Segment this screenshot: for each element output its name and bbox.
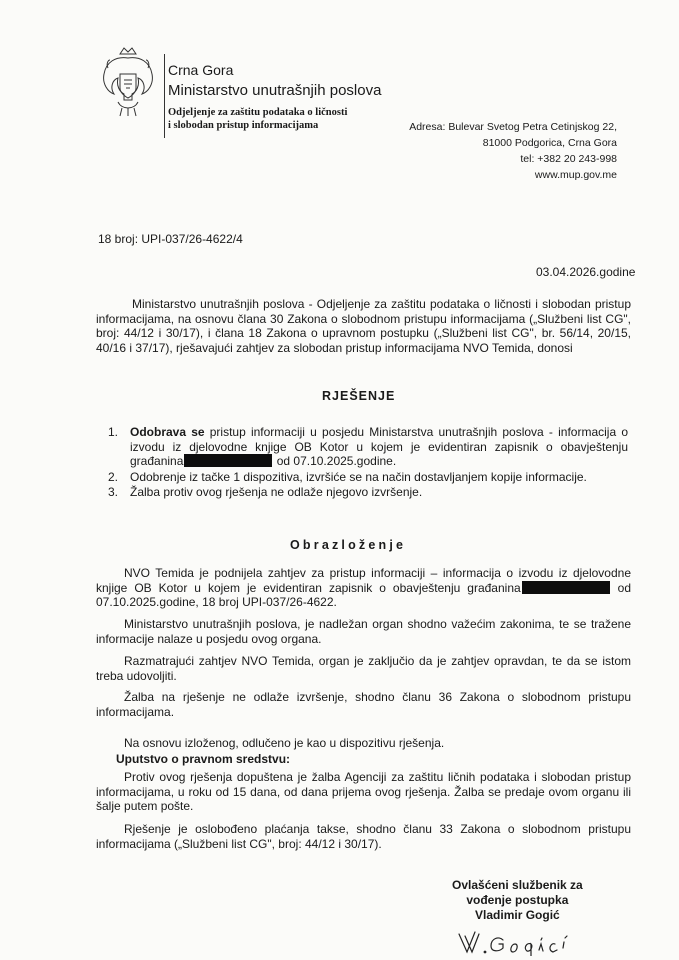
redacted-name — [522, 581, 610, 594]
reasoning-p1-text-after: od 07.10.2025.godine, 18 broj UPI-037/26-4622. — [96, 580, 631, 609]
disposition-item — [108, 470, 628, 485]
ministry-name: Ministarstvo unutrašnjih poslova — [168, 82, 382, 99]
address-line-2: 81000 Podgorica, Crna Gora — [482, 137, 617, 149]
disposition-text: Žalba protiv ovog rješenja ne odlaže njegovo izvršenje. — [130, 485, 423, 499]
reasoning-paragraph-7: Rješenje je oslobođeno plaćanja takse, shodno članu 33 Zakona o slobodnom pristupu informacijama („Službeni list CG", broj: 44/12 i 30/17). — [96, 822, 631, 851]
header-divider — [164, 54, 165, 138]
signatory-name: Vladimir Gogić — [475, 908, 560, 922]
signature-line-2: vođenje postupka — [466, 893, 569, 907]
reference-number: 18 broj: UPI-037/26-4622/4 — [98, 232, 243, 246]
department-name — [168, 106, 388, 132]
document-date: 03.04.2026.godine — [536, 265, 636, 279]
department-line-2: i slobodan pristup informacijama — [168, 120, 319, 131]
country-name: Crna Gora — [168, 62, 234, 78]
disposition-number: 2. — [108, 469, 119, 484]
signature-line-1: Ovlašćeni službenik za — [452, 878, 583, 892]
reasoning-paragraph-5: Na osnovu izloženog, odlučeno je kao u dispozitivu rješenja. — [124, 736, 445, 750]
address-line-1: Adresa: Bulevar Svetog Petra Cetinjskog 22, — [409, 121, 617, 133]
reasoning-paragraph-4: Žalba na rješenje ne odlaže izvršenje, shodno članu 36 Zakona o slobodnom pristupu informacijama. — [96, 690, 631, 719]
reasoning-p1-text: NVO Temida je podnijela zahtjev za pristup informaciji – informacija o izvodu iz djelovodne knjige OB Kotor u kojem je evidentiran zapisnik o obavještenju građanina — [96, 566, 631, 595]
coat-of-arms-icon — [98, 44, 158, 120]
signature-block — [452, 878, 583, 923]
disposition-bold-lead: Odobrava se — [130, 425, 205, 439]
disposition-number: 1. — [108, 425, 119, 439]
dispositions-list — [108, 425, 628, 501]
disposition-text: Odobrenje iz tačke 1 dispozitiva, izvršiće se na način dostavljanjem kopije informacije. — [130, 469, 587, 484]
contact-block — [409, 119, 617, 183]
reasoning-title: Obrazloženje — [290, 538, 407, 552]
reasoning-paragraph-3: Razmatrajući zahtjev NVO Temida, organ je zaključio da je zahtjev opravdan, te da se istom treba udovoljiti. — [96, 654, 631, 683]
reasoning-paragraph-2: Ministarstvo unutrašnjih poslova, je nadležan organ shodno važećim zakonima, te se tražene informacije nalaze u posjedu ovog organa. — [96, 617, 631, 646]
website: www.mup.gov.me — [534, 169, 617, 181]
disposition-item — [108, 425, 628, 469]
intro-paragraph: Ministarstvo unutrašnjih poslova - Odjeljenje za zaštitu podataka o ličnosti i slobodan pristup informacijama, na osnovu člana 30 Zakona o slobodnom pristupu informacijama („Službeni list CG", broj: 44/12 i 30/17), i člana 18 Zakona o upravnom postupku („Službeni list CG", br. 56/14, 20/15, 40/16 i 37/17), rješavajući zahtjev za slobodan pristup informacijama NVO Temida, donosi — [96, 297, 631, 355]
disposition-number: 3. — [108, 485, 119, 499]
reasoning-paragraph-1 — [96, 566, 631, 610]
redacted-name — [184, 454, 272, 467]
legal-remedy-title: Uputstvo o pravnom sredstvu: — [116, 752, 291, 766]
decision-title: RJEŠENJE — [322, 389, 396, 403]
department-line-1: Odjeljenje za zaštitu podataka o ličnosti — [168, 107, 348, 118]
phone: tel: +382 20 243-998 — [520, 153, 617, 165]
disposition-item — [108, 485, 628, 500]
handwritten-signature — [455, 928, 575, 956]
reasoning-paragraph-6: Protiv ovog rješenja dopuštena je žalba Agenciji za zaštitu ličnih podataka i slobodan pristup informacijama, u roku od 15 dana, od dana prijema ovog rješenja. Žalba se predaje ovom organu ili šalje putem pošte. — [96, 770, 631, 813]
disposition-text: pristup informaciji u posjedu Ministarstva unutrašnjih poslova - informacija o izvodu iz djelovodne knjige OB Kotor u kojem je evidentiran zapisnik o obavještenju građanina — [130, 425, 628, 468]
disposition-text-after: od 07.10.2025.godine. — [273, 454, 397, 468]
